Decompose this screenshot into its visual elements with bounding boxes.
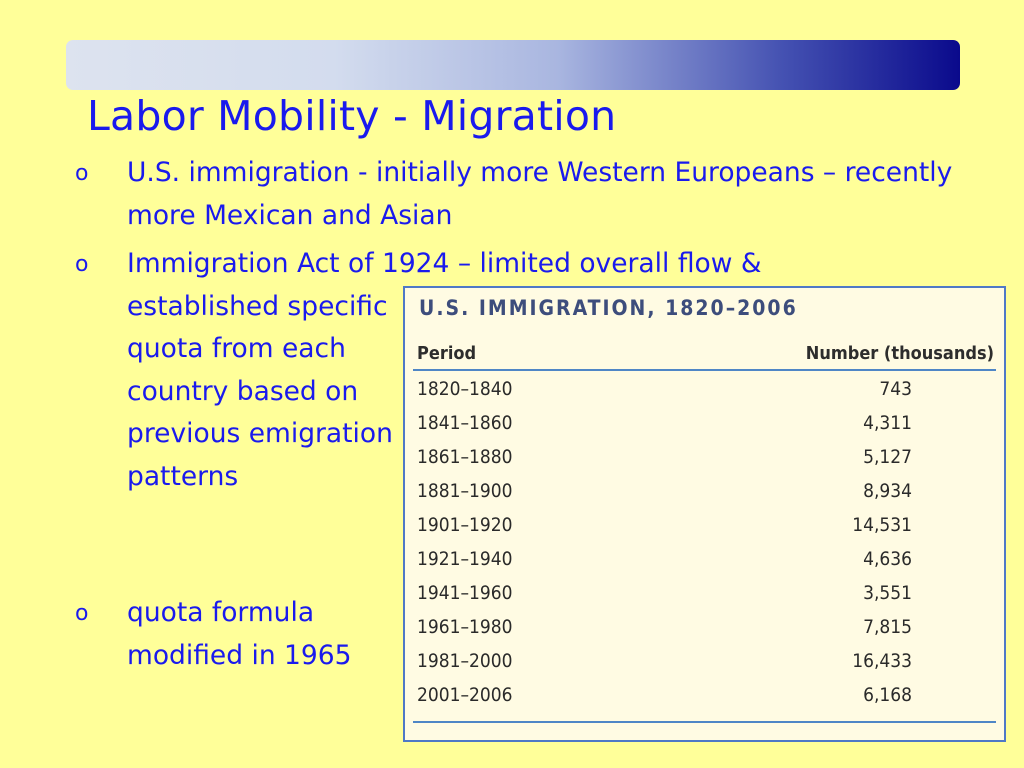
table-row bbox=[417, 480, 996, 514]
table-row bbox=[417, 446, 996, 480]
row-period: 1941–1960 bbox=[417, 582, 513, 604]
row-period: 1921–1940 bbox=[417, 548, 513, 570]
row-period: 1841–1860 bbox=[417, 412, 513, 434]
row-number: 4,311 bbox=[863, 412, 912, 434]
bullet-us-immigration: U.S. immigration - initially more Western Europeans – recently more Mexican and Asian bbox=[127, 157, 953, 231]
immigration-table bbox=[403, 286, 1006, 742]
table-row bbox=[417, 684, 996, 718]
table-title: U.S. IMMIGRATION, 1820–2006 bbox=[419, 296, 798, 320]
column-header-number: Number (thousands) bbox=[805, 343, 994, 364]
bullet-marker: o bbox=[75, 601, 89, 626]
table-header bbox=[413, 339, 996, 371]
bullet-marker: o bbox=[75, 252, 89, 277]
row-period: 2001–2006 bbox=[417, 684, 513, 706]
row-number: 8,934 bbox=[863, 480, 912, 502]
table-row bbox=[417, 548, 996, 582]
row-number: 6,168 bbox=[863, 684, 912, 706]
row-number: 743 bbox=[879, 378, 912, 400]
bullet-line: established specific quota from each country based on previous emigration patterns bbox=[127, 290, 393, 492]
row-number: 4,636 bbox=[863, 548, 912, 570]
row-period: 1961–1980 bbox=[417, 616, 513, 638]
row-number: 3,551 bbox=[863, 582, 912, 604]
row-period: 1981–2000 bbox=[417, 650, 513, 672]
table-row bbox=[417, 378, 996, 412]
row-period: 1820–1840 bbox=[417, 378, 513, 400]
table-row bbox=[417, 412, 996, 446]
row-period: 1881–1900 bbox=[417, 480, 513, 502]
row-period: 1901–1920 bbox=[417, 514, 513, 536]
row-period: 1861–1880 bbox=[417, 446, 513, 468]
row-number: 5,127 bbox=[863, 446, 912, 468]
bullet-marker: o bbox=[75, 161, 89, 186]
slide-title: Labor Mobility - Migration bbox=[87, 92, 617, 140]
table-bottom-rule bbox=[413, 721, 996, 723]
row-number: 7,815 bbox=[863, 616, 912, 638]
table-row bbox=[417, 582, 996, 616]
table-row bbox=[417, 616, 996, 650]
row-number: 16,433 bbox=[852, 650, 912, 672]
table-row bbox=[417, 650, 996, 684]
row-number: 14,531 bbox=[852, 514, 912, 536]
bullet-quota-formula: quota formula modified in 1965 bbox=[127, 597, 352, 671]
column-header-period: Period bbox=[417, 343, 477, 364]
table-row bbox=[417, 514, 996, 548]
table-body bbox=[417, 378, 996, 718]
bullet-line: Immigration Act of 1924 – limited overall flow & bbox=[127, 248, 762, 279]
title-banner bbox=[66, 40, 960, 90]
